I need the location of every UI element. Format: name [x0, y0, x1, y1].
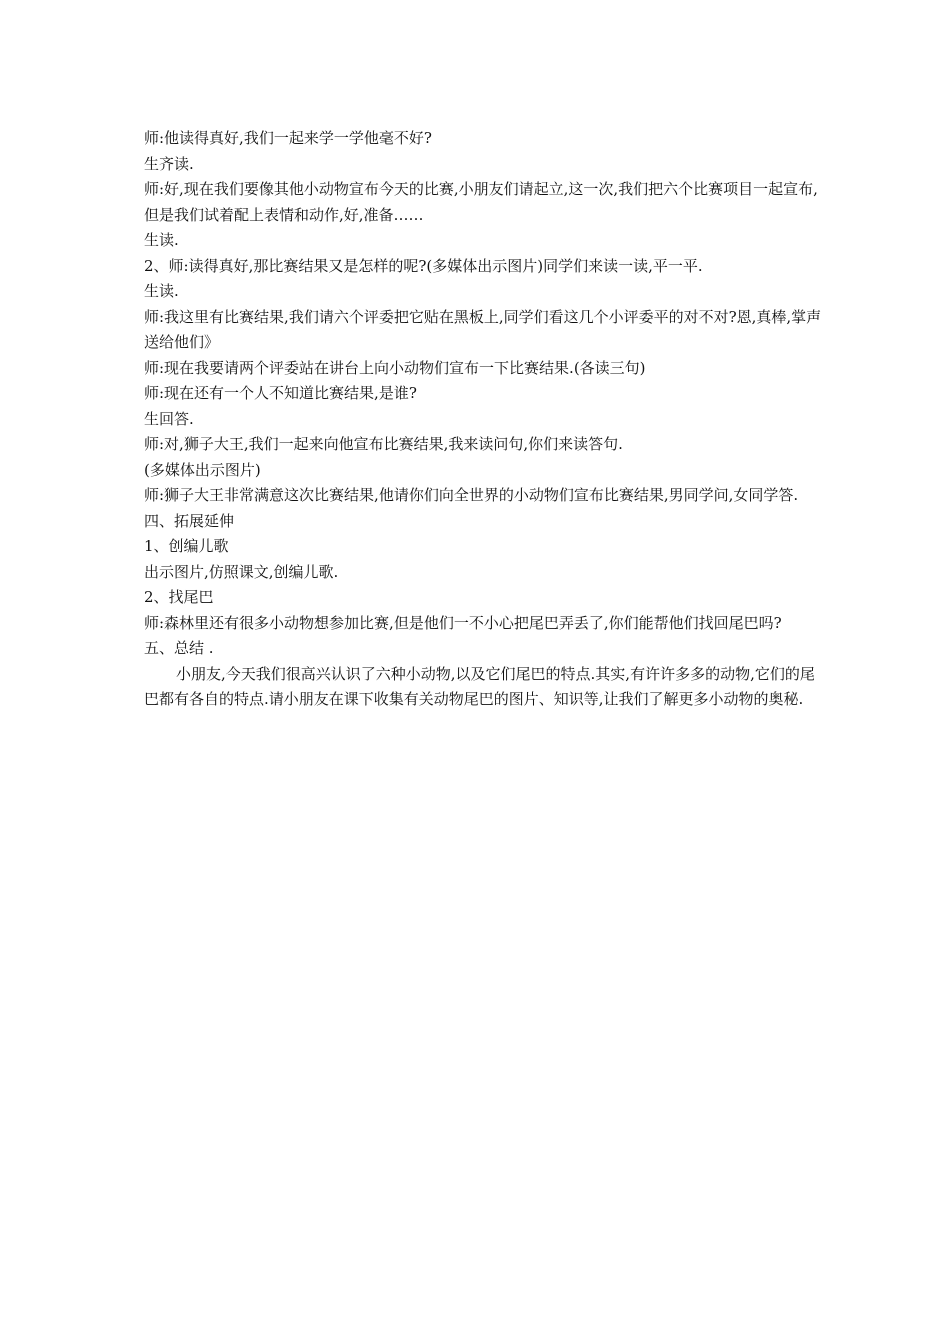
- paragraph: 师:现在还有一个人不知道比赛结果,是谁?: [144, 384, 417, 402]
- paragraph: 师:现在我要请两个评委站在讲台上向小动物们宣布一下比赛结果.(各读三句): [144, 358, 646, 377]
- paragraph: 生齐读.: [144, 154, 194, 173]
- paragraph: 师:他读得真好,我们一起来学一学他毫不好?: [144, 129, 432, 147]
- paragraph: 师:森林里还有很多小动物想参加比赛,但是他们一不小心把尾巴弄丢了,你们能帮他们找回尾巴吗?: [144, 613, 782, 632]
- document-body: [144, 126, 824, 713]
- paragraph: 师:对,狮子大王,我们一起来向他宣布比赛结果,我来读问句,你们来读答句.: [144, 435, 623, 453]
- summary-paragraph: 小朋友,今天我们很高兴认识了六种小动物,以及它们尾巴的特点.其实,有许许多多的动物,它们的尾巴都有各自的特点.请小朋友在课下收集有关动物尾巴的图片、知识等,让我们了解更多小动物的奥秘.: [144, 664, 815, 708]
- paragraph: (多媒体出示图片): [144, 460, 261, 479]
- section-heading: 四、拓展延伸: [144, 511, 235, 530]
- paragraph: 生回答.: [144, 409, 194, 428]
- paragraph: 生读.: [144, 282, 179, 300]
- paragraph: 师:我这里有比赛结果,我们请六个评委把它贴在黑板上,同学们看这几个小评委平的对不对?恩,真棒,掌声送给他们》: [144, 307, 822, 351]
- subsection-heading: 1、创编儿歌: [144, 537, 229, 555]
- paragraph: 出示图片,仿照课文,创编儿歌.: [144, 562, 339, 581]
- paragraph: 师:狮子大王非常满意这次比赛结果,他请你们向全世界的小动物们宣布比赛结果,男同学问,女同学答.: [144, 486, 799, 504]
- paragraph: 师:好,现在我们要像其他小动物宣布今天的比赛,小朋友们请起立,这一次,我们把六个比赛项目一起宣布,但是我们试着配上表情和动作,好,准备……: [144, 180, 818, 224]
- subsection-heading: 2、找尾巴: [144, 588, 214, 606]
- paragraph: 2、师:读得真好,那比赛结果又是怎样的呢?(多媒体出示图片)同学们来读一读,平一平.: [144, 256, 703, 275]
- paragraph: 生读.: [144, 231, 179, 249]
- section-heading: 五、总结 .: [144, 639, 214, 657]
